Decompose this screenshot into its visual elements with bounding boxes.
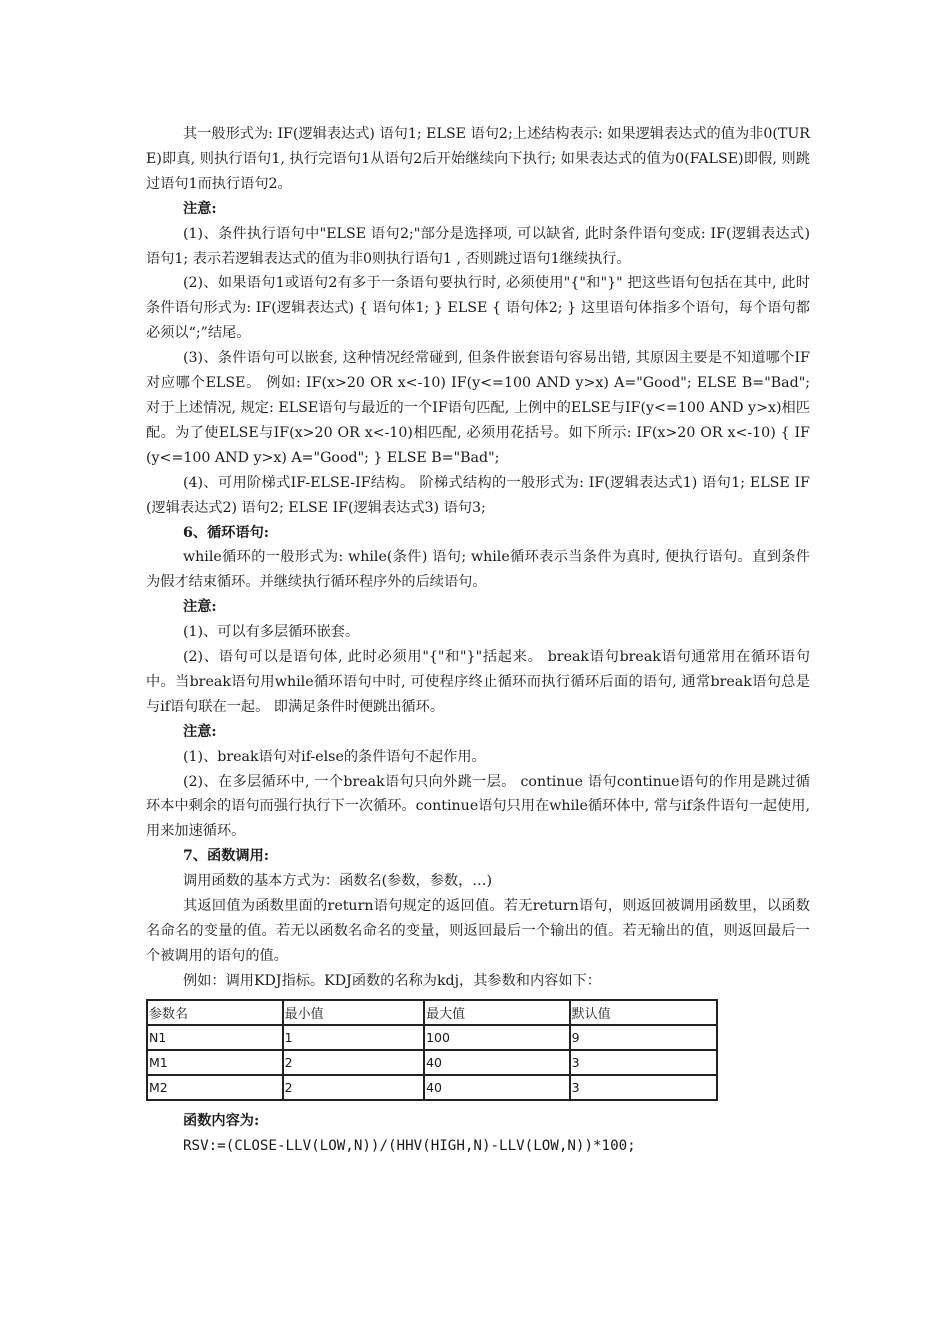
paragraph-note-nested-if: (3)、条件语句可以嵌套, 这种情况经常碰到, 但条件嵌套语句容易出错, 其原因主要是不知道哪个IF对应哪个ELSE。 例如: IF(x>20 OR x<-10) IF(y<=100 AND y>x) A="Good"; ELSE B="Bad"; 对于上述情况, 规定: ELSE语句与最近的一个IF语句匹配, 上例中的ELSE与IF(y<=100 AND y>x)相匹配。为了使ELSE与IF(x>20 OR x<-10)相匹配, 必须用花括号。如下所示: IF(x>20 OR x<-10) { IF(y<=100 AND y>x) A="Good"; } ELSE B="Bad";: [146, 350, 810, 466]
table-row: [147, 1025, 717, 1050]
paragraph-note-break-if-else: (1)、break语句对if-else的条件语句不起作用。: [183, 748, 486, 765]
kdj-parameter-table: [146, 999, 718, 1101]
paragraph-note-break: (2)、语句可以是语句体, 此时必须用"{"和"}"括起来。 break语句break语句通常用在循环语句中。当break语句用while循环语句中时, 可使程序终止循环而执行循环后面的语句, 通常break语句总是与if语句联在一起。 即满足条件时便跳出循环。: [146, 649, 810, 715]
heading-note-2: 注意:: [183, 599, 217, 616]
table-cell: M1: [147, 1050, 283, 1075]
table-cell: 3: [570, 1075, 717, 1100]
paragraph-note-nested-loops: (1)、可以有多层循环嵌套。: [183, 624, 360, 641]
heading-note-3: 注意:: [183, 723, 217, 740]
table-row: [147, 1050, 717, 1075]
paragraph-return-value: 其返回值为函数里面的return语句规定的返回值。若无return语句，则返回被调用函数里，以函数名命名的变量的值。若无以函数名命名的变量，则返回最后一个输出的值。若无输出的值，则返回最后一个被调用的语句的值。: [146, 898, 810, 964]
header-max-value: 最大值: [424, 1000, 570, 1025]
paragraph-note-if-else-if: (4)、可用阶梯式IF-ELSE-IF结构。 阶梯式结构的一般形式为: IF(逻辑表达式1) 语句1; ELSE IF(逻辑表达式2) 语句2; ELSE IF(逻辑表达式3) 语句3;: [146, 474, 810, 516]
header-param-name: 参数名: [147, 1000, 283, 1025]
heading-function-content: 函数内容为:: [183, 1112, 260, 1129]
table-cell: M2: [147, 1075, 283, 1100]
paragraph-while-loop: while循环的一般形式为: while(条件) 语句; while循环表示当条件为真时, 便执行语句。直到条件为假才结束循环。并继续执行循环程序外的后续语句。: [146, 549, 810, 591]
paragraph-note-else-optional: (1)、条件执行语句中"ELSE 语句2;"部分是选择项, 可以缺省, 此时条件语句变成: IF(逻辑表达式) 语句1; 表示若逻辑表达式的值为非0则执行语句1 , 否则跳过语句1继续执行。: [146, 225, 810, 267]
table-cell: 1: [283, 1025, 424, 1050]
table-header-row: [147, 1000, 717, 1025]
header-min-value: 最小值: [283, 1000, 424, 1025]
paragraph-function-call-form: 调用函数的基本方式为：函数名(参数，参数，…): [183, 873, 493, 890]
table-cell: 2: [283, 1050, 424, 1075]
heading-note-1: 注意:: [183, 200, 217, 217]
table-cell: 2: [283, 1075, 424, 1100]
paragraph-if-general-form: 其一般形式为: IF(逻辑表达式) 语句1; ELSE 语句2;上述结构表示: 如果逻辑表达式的值为非0(TURE)即真, 则执行语句1, 执行完语句1从语句2后开始继续向下执行; 如果表达式的值为0(FALSE)即假, 则跳过语句1而执行语句2。: [146, 126, 810, 192]
table-cell: 100: [424, 1025, 570, 1050]
header-default-value: 默认值: [570, 1000, 717, 1025]
table-cell: N1: [147, 1025, 283, 1050]
table-cell: 3: [570, 1050, 717, 1075]
document-page: [146, 122, 810, 1159]
paragraph-note-statement-block: (2)、如果语句1或语句2有多于一条语句要执行时, 必须使用"{"和"}" 把这些语句包括在其中, 此时条件语句形式为: IF(逻辑表达式) { 语句体1; } ELSE { 语句体2; } 这里语句体指多个语句，每个语句都必须以“;”结尾。: [146, 275, 810, 342]
table-cell: 40: [424, 1050, 570, 1075]
paragraph-kdj-example: 例如：调用KDJ指标。KDJ函数的名称为kdj，其参数和内容如下：: [183, 972, 601, 989]
table-cell: 40: [424, 1075, 570, 1100]
heading-function-call: 7、函数调用:: [183, 848, 270, 865]
table-row: [147, 1075, 717, 1100]
table-cell: 9: [570, 1025, 717, 1050]
paragraph-note-continue: (2)、在多层循环中, 一个break语句只向外跳一层。 continue 语句continue语句的作用是跳过循环本中剩余的语句而强行执行下一次循环。continue语句只用在while循环体中, 常与if条件语句一起使用, 用来加速循环。: [146, 773, 810, 840]
heading-loop-statement: 6、循环语句:: [183, 524, 270, 541]
code-rsv-formula: RSV:=(CLOSE-LLV(LOW,N))/(HHV(HIGH,N)-LLV(LOW,N))*100;: [183, 1137, 636, 1154]
